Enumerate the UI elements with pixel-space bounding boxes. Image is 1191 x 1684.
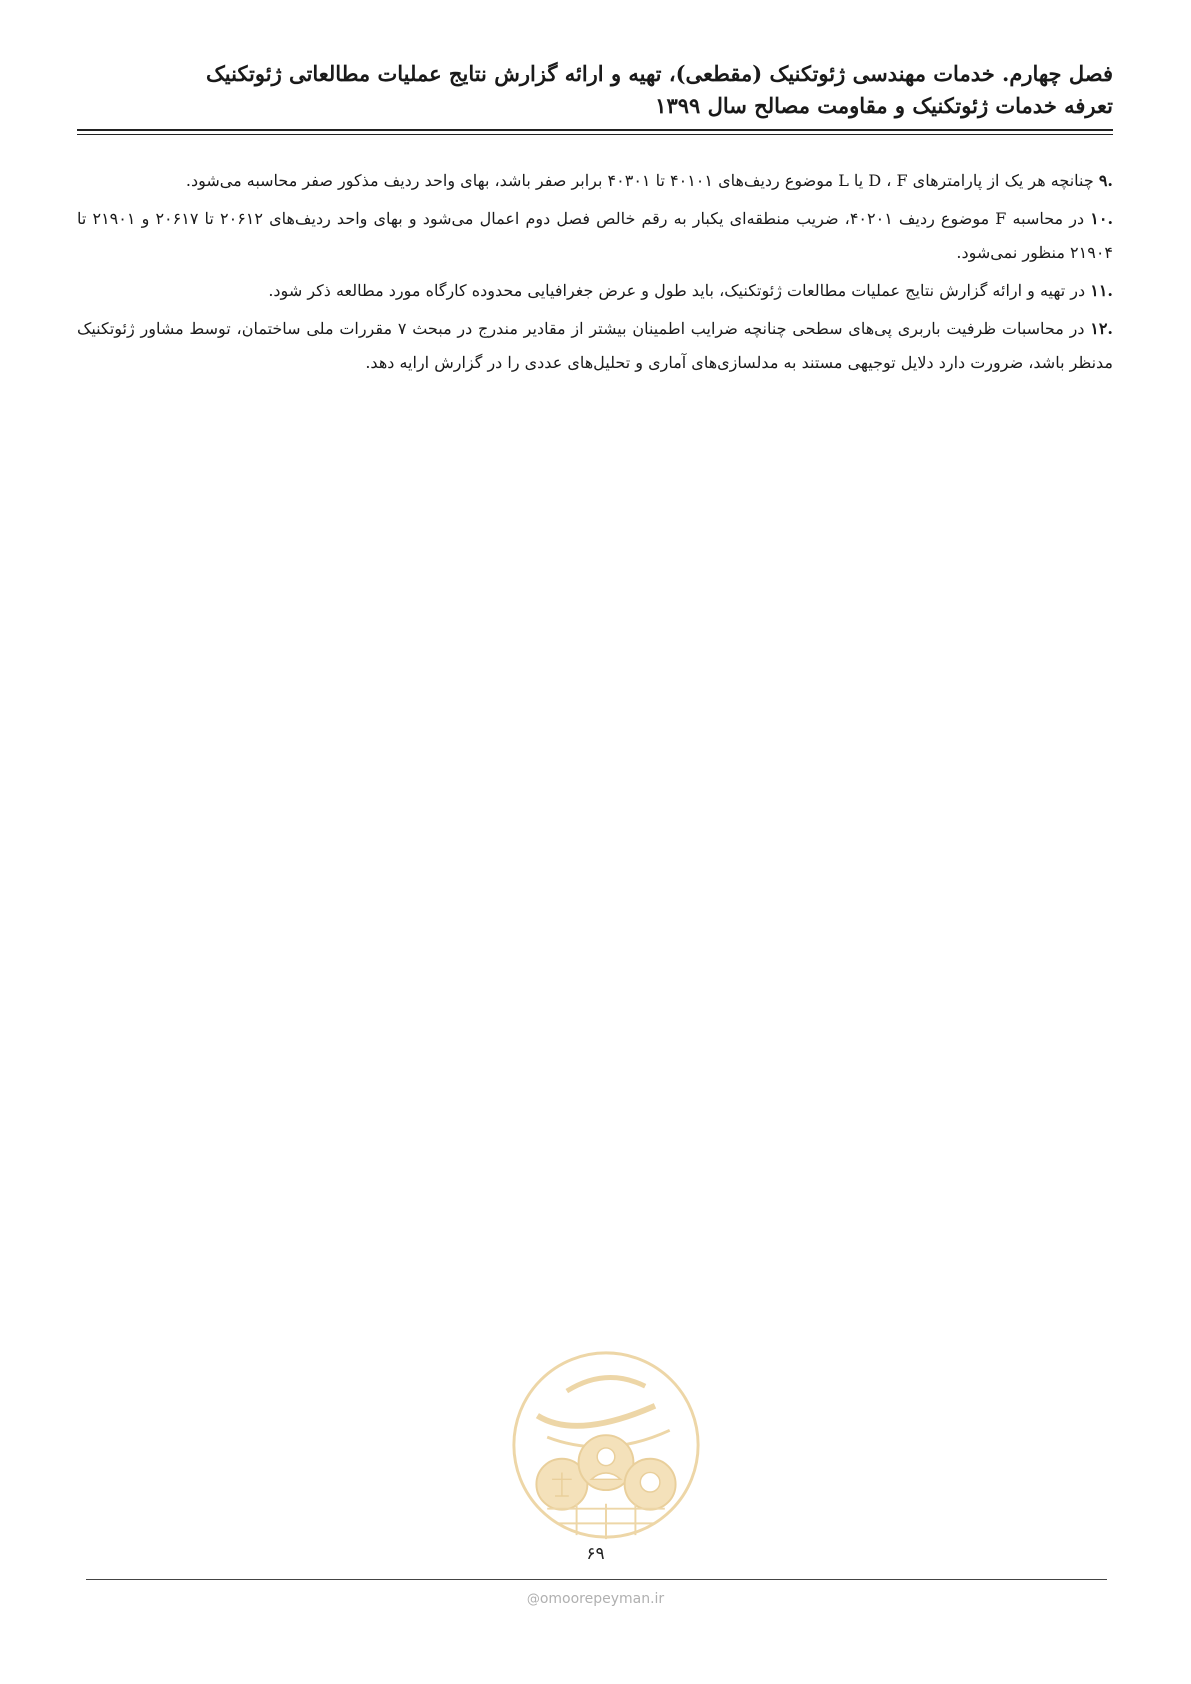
item-text: چنانچه هر یک از پارامترهای D ، F یا L موضوع ردیف‌های ۴۰۱۰۱ تا ۴۰۳۰۱ برابر صفر باشد، بهای واحد ردیف مذکور صفر محاسبه می‌شود.: [185, 171, 1094, 190]
list-item: [77, 202, 1113, 270]
header-rule-thin: [77, 134, 1113, 135]
item-text: در محاسبه F موضوع ردیف ۴۰۲۰۱، ضریب منطقه‌ای یکبار به رقم خالص فصل دوم اعمال می‌شود و بهای واحد ردیف‌های ۲۰۶۱۲ تا ۲۰۶۱۷ و ۲۱۹۰۱ تا ۲۱۹۰۴ منظور نمی‌شود.: [77, 209, 1113, 262]
document-title: تعرفه خدمات ژئوتکنیک و مقاومت مصالح سال ۱۳۹۹: [655, 93, 1113, 118]
chapter-title: فصل چهارم. خدمات مهندسی ژئوتکنیک (مقطعی)، تهیه و ارائه گزارش نتایج عملیات مطالعاتی ژئوتکنیک: [205, 61, 1113, 86]
list-item: [77, 312, 1113, 380]
at-icon: @: [526, 1592, 540, 1607]
body-text: [77, 164, 1113, 384]
item-number: .۱۲: [1090, 319, 1113, 338]
website-text: omoorepeyman.ir: [539, 1591, 665, 1607]
list-item: [77, 274, 1113, 308]
header-rule-thick: [77, 129, 1113, 131]
omoorepeyman-logo-icon: [508, 1347, 704, 1543]
footer-rule: [86, 1579, 1107, 1580]
item-number: .۹: [1098, 171, 1113, 190]
page-header: [77, 58, 1113, 122]
item-number: .۱۰: [1090, 209, 1114, 228]
list-item: [77, 164, 1113, 198]
item-text: در تهیه و ارائه گزارش نتایج عملیات مطالعات ژئوتکنیک، باید طول و عرض جغرافیایی محدوده کارگاه مورد مطالعه ذکر شود.: [268, 281, 1086, 300]
page-number: ۶۹: [586, 1544, 605, 1564]
item-number: .۱۱: [1090, 281, 1113, 300]
website-watermark: [0, 1591, 1191, 1607]
item-text: در محاسبات ظرفیت باربری پی‌های سطحی چنانچه ضرایب اطمینان بیشتر از مقادیر مندرج در مبحث ۷ مقررات ملی ساختمان، توسط مشاور ژئوتکنیک مدنظر باشد، ضرورت دارد دلایل توجیهی مستند به مدلسازی‌های آماری و تحلیل‌های عددی را در گزارش ارایه دهد.: [77, 319, 1113, 372]
